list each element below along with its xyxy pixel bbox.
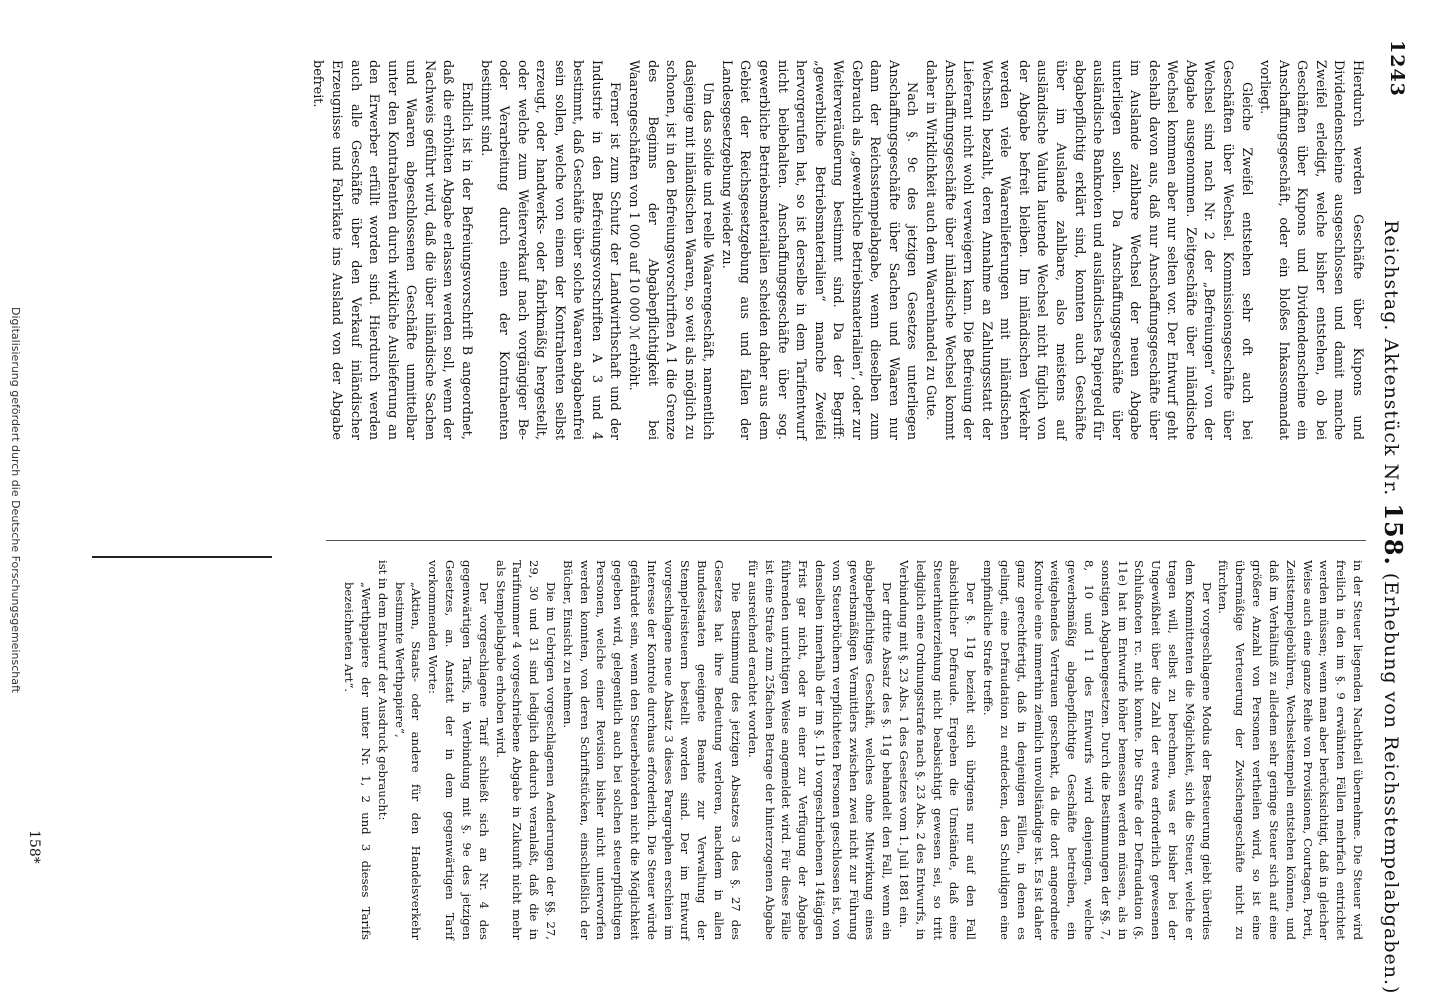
paragraph: Ferner ist zum Schutz der Landwirthschaft und der Industrie in den Befreiungsvorschriften A 3 und 4 bestimmt, daß Geschäfte über solche Waaren abgabenfrei sein sollen, welche von einem der Kontrahenten selbst erzeugt, oder handwerks- oder fabrikmäßig hergestellt, oder welche zum Weiterverkauf nach vorgängiger Be- oder Verarbeitung durch einen der Kontrahenten bestimmt sind. [477, 60, 623, 440]
document-subtitle: (Erhebung von Reichsstempelabgaben.) [1380, 572, 1402, 995]
end-rule [92, 556, 272, 558]
sheet-signature: 158* [26, 830, 42, 864]
paragraph: Die im Uebrigen vorgeschlagenen Aenderungen der §§. 27, 29, 30 und 31 sind lediglich dadurch veranlaßt, daß die in Tarifnummer 4 vorgeschriebene Abgabe in Zukunft nicht mehr als Stempelabgabe erhoben wird. [493, 560, 558, 940]
paragraph: ist in dem Entwurf der Ausdruck gebraucht: [375, 560, 390, 821]
page-number: 1243 [1386, 40, 1408, 97]
paragraph: Nach §. 9c des jetzigen Gesetzes unterliegen Anschaffungsgeschäfte über Sachen und Waaren nur dann der Reichsstempelabgabe, wenn dieselben zum Gebrauch als „gewerbliche Betriebsmaterialien“, oder zur Weiterveräußerung bestimmt sind. Da der Begriff: „gewerbliche Betriebsmaterialien“ manche Zweifel hervorgerufen hat, so ist derselbe in dem Tarifentwurf nicht beibehalten. Anschaffungsgeschäfte über sog. gewerbliche Betriebsmaterialien scheiden daher aus dem Gebiet der Reichsgesetzgebung aus und fallen der Landesgesetzgebung wieder zu. [718, 60, 920, 440]
quotation: „Aktien, Staats- oder andere für den Handelsverkehr bestimmte Werthpapiere“, [392, 582, 424, 940]
paragraph: Der dritte Absatz des §. 11g behandelt den Fall, wenn ein abgabepflichtiges Geschäft, welches ohne Mitwirkung eines gewerbsmäßigen Vermittlers zwischen zwei nicht zur Führung von Steuerbüchern verpflichteten Personen geschlossen ist, von denselben innerhalb der im §. 11b vorgeschriebenen 14tägigen Frist gar nicht, oder in einer zur Verfügung der Abgabe führenden unrichtigen Weise angemeldet wird. Für diese Fälle ist eine Strafe zum 25fachen Betrage der hinterzogenen Abgabe für ausreichend erachtet worden. [745, 560, 895, 940]
paragraph: Der vorgeschlagene Modus der Besteuerung giebt überdies dem Kommittenten die Möglichkeit, sich die Steuer, welche er tragen will, selbst zu berechnen, was er bisher bei der Ungewißheit über die Zahl der etwa erforderlich gewesenen Schlußnoten rc. nicht konnte. Die Strafe der Defraudation (§. 11e) hat im Entwurfe höher bemessen werden müssen, als in sonstigen Abgabengesetzen. Durch die Bestimmungen der §§. 7, 8, 10 und 11 des Entwurfs wird denjenigen, welche gewerbsmäßig abgabepflichtige Geschäfte betreiben, ein weitgehendes Vertrauen geschenkt, da die dort angeordnete Kontrole eine immerhin ziemlich unvollständige ist. Es ist daher ganz gerechtfertigt, daß in denjenigen Fällen, in denen es gelingt, eine Defraudation zu entdecken, den Schuldigen eine empfindliche Strafe treffe. [981, 560, 1214, 940]
paragraph: in der Steuer liegenden Nachtheil übernehme. Die Steuer wird freilich in den im §. 9 erwähnten Fällen mehrfach entrichtet werden müssen; wenn man aber berücksichtigt, daß in gleicher Weise auch eine ganze Reihe von Provisionen, Courtagen, Porti, Zeitstempelgebühren, Wechselstempeln entstehen können, und daß im Verhältniß zu alledem sehr geringe Steuer sich auf eine größere Anzahl von Personen vertheilen wird, so ist eine übermäßige Verteuerung der Zwischengeschäfte nicht zu fürchten. [1216, 560, 1365, 940]
right-column [340, 560, 1366, 940]
paragraph: Die Bestimmung des jetzigen Absatzes 3 des §. 27 des Gesetzes hat ihre Bedeutung verloren, nachdem in allen Bundesstaaten geeignete Beamte zur Verwaltung der Stempelreisteuern bestellt worden sind. Der im Entwurf vorgeschlagene neue Absatz 3 dieses Paragraphen erschien im Interesse der Kontrole durchaus erforderlich. Die Steuer würde gefährdet sein, wenn den Steuerbehörden nicht die Möglichkeit gegeben wird, gelegentlich auch bei solchen steuerpflichtigen Personen, welche einer Revision bisher nicht unterworfen werden konnten, von deren Schriftstücken, einschließlich der Bücher, Einsicht zu nehmen. [560, 560, 743, 940]
digitization-footer [0, 0, 22, 1000]
left-column [308, 60, 1366, 440]
document-number: 158. [1379, 503, 1408, 566]
paragraph: Endlich ist in der Befreiungsvorschrift B angeordnet, daß die erhöhten Abgabe erlassen werden soll, wenn der Nachweis geführt wird, daß die über inländische Sachen und Waaren abgeschlossenen Geschäfte unmittelbar unter den Kontrahenten durch wirkliche Auslieferung an den Erwerber erfüllt worden sind. Hierdurch werden auch alle Geschäfte über den Verkauf inländischer Erzeugnisse und Fabrikate ins Ausland von der Abgabe befreit. [310, 60, 474, 440]
quotation: „Werthpapiere der unter Nr. 1, 2 und 3 dieses Tarifs bezeichneten Art“. [342, 582, 374, 940]
title-prefix: Reichstag. Aktenstück Nr. [1380, 220, 1402, 497]
paragraph: Der §. 11g bezieht sich übrigens nur auf den Fall absichtlicher Defraude. Ergeben die Umstände, daß eine Steuerhinterziehung nicht beabsichtigt gewesen sei, so tritt lediglich eine Ordnungsstrafe nach §. 23 Abs. 2 des Entwurfs, in Verbindung mit §. 23 Abs. 1 des Gesetzes vom 1. Juli 1881 ein. [897, 560, 979, 940]
running-title [1379, 220, 1408, 994]
paragraph: Hierdurch werden Geschäfte über Kupons und Dividendenscheine ausgeschlossen und damit manche Zweifel erledigt, welche bisher entstehen, ob bei Geschäften über Kupons und Dividendenscheine ein Anschaffungsgeschäft, oder ein bloßes Inkassomandat vorliegt. [1257, 60, 1365, 440]
paragraph: Der vorgeschlagene Tarif schließt sich an Nr. 4 des gegenwärtigen Tarifs, in Verbindung mit §. 9e des jetzigen Gesetzes, an. Anstatt der in dem gegenwärtigen Tarif vorkommenden Worte: [426, 560, 491, 940]
paragraph: Gleiche Zweifel entstehen sehr oft auch bei Geschäften über Wechsel. Kommissionsgeschäfte über Wechsel sind nach Nr. 2 der „Befreiungen“ von der Abgabe ausgenommen. Zeitgeschäfte über inländische Wechsel kommen aber nur selten vor. Der Entwurf geht deshalb davon aus, daß nur Anschaffungsgeschäfte über im Auslande zahlbare Wechsel der neuen Abgabe unterliegen sollen. Da Anschaffungsgeschäfte über ausländische Banknoten und ausländisches Papiergeld für abgabepflichtig erklärt sind, konnten auch Geschäfte über im Auslande zahlbare, also meistens auf ausländische Valuta lautende Wechsel nicht füglich von der Abgabe befreit bleiben. Im inländischen Verkehr werden viele Waarenlieferungen mit inländischen Wechseln bezahlt, deren Annahme an Zahlungsstatt der Lieferant nicht wohl verweigern kann. Die Befreiung der Anschaffungsgeschäfte über inländische Wechsel kommt daher in Wirklichkeit auch dem Waarenhandel zu Gute. [923, 60, 1254, 440]
page-header [1374, 40, 1414, 995]
paragraph: Um das solide und reelle Waarengeschäft, namentlich dasjenige mit inländischen Waaren, so weit als möglich zu schonen, ist in den Befreiungsvorschriften A 1 die Grenze des Beginns der Abgabepflichtigkeit bei Waarengeschäften von 1 000 auf 10 000 ℳ erhöht. [626, 60, 716, 440]
column-divider [326, 540, 1366, 541]
footer-text: Digitalisierung gefördert durch die Deutsche Forschungsgemeinschaft [9, 307, 22, 693]
